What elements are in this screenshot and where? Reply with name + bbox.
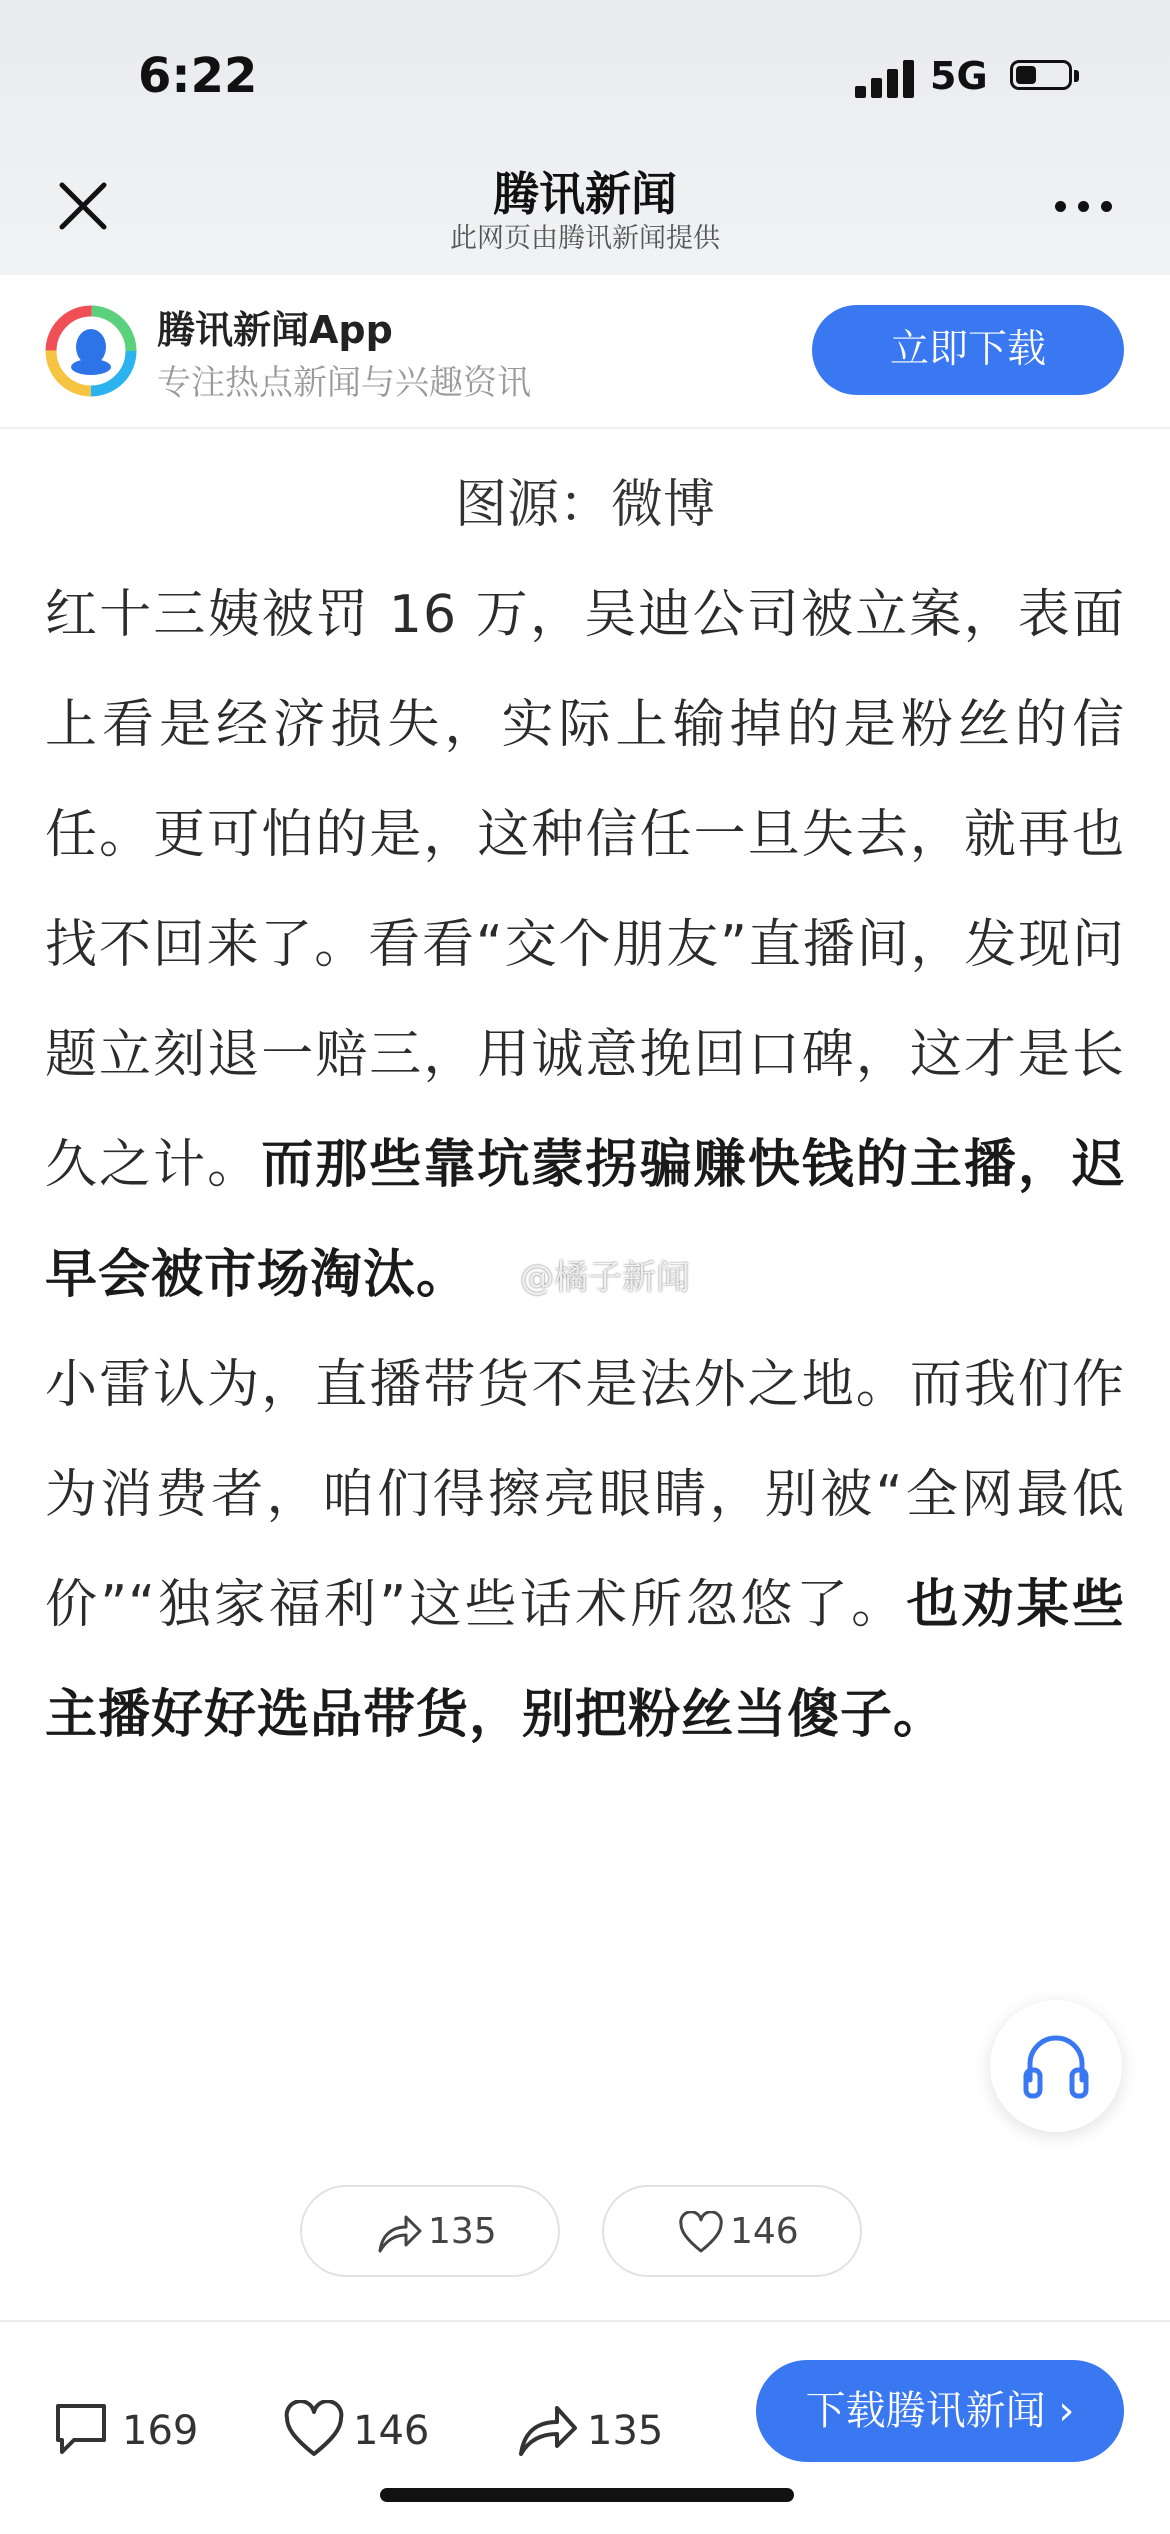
paragraph-text: 红十三姨被罚 16 万，吴迪公司被立案，表面上看是经济损失，实际上输掉的是粉丝的信任。更可怕的是，这种信任一旦失去，就再也找不回来了。看看“交个朋友”直播间，发现问题立刻退一赔三，用诚意挽回口碑，这才是长久之计。 [45, 585, 1125, 1195]
status-time: 6:22 [138, 48, 258, 104]
like-button[interactable] [283, 2400, 433, 2460]
like-count: 146 [730, 2211, 799, 2252]
page-subtitle: 此网页由腾讯新闻提供 [450, 223, 720, 254]
battery-icon [1010, 60, 1082, 94]
share-icon [376, 2211, 422, 2255]
weibo-watermark: @橘子新闻 [520, 1258, 690, 1298]
comment-icon [52, 2400, 110, 2458]
share-count: 135 [428, 2211, 497, 2252]
article-body [45, 560, 1125, 1770]
like-pill-button[interactable] [602, 2185, 862, 2277]
listen-button[interactable] [990, 2000, 1122, 2132]
download-app-button[interactable]: 下载腾讯新闻 › [756, 2360, 1124, 2462]
signal-icon [855, 58, 915, 98]
headphones-icon [990, 2000, 1122, 2132]
more-button[interactable] [1055, 197, 1115, 217]
download-now-button[interactable]: 立即下载 [812, 305, 1124, 395]
app-name: 腾讯新闻App [157, 308, 393, 352]
network-type: 5G [930, 54, 988, 98]
article-paragraph [45, 560, 1125, 1330]
share-pill-button[interactable] [300, 2185, 560, 2277]
comment-count: 169 [122, 2408, 199, 2454]
paragraph-text: 小雷认为，直播带货不是法外之地。而我们作为消费者，咱们得擦亮眼睛，别被“全网最低价”“独家福利”这些话术所忽悠了。 [45, 1355, 1125, 1635]
paragraph-bold-text: 而那些靠坑蒙拐骗赚快钱的主播，迟早会被市场淘汰。 [45, 1135, 1125, 1305]
share-button[interactable] [517, 2400, 667, 2460]
heart-icon [283, 2400, 345, 2458]
share-icon [517, 2400, 579, 2458]
app-download-banner [0, 275, 1170, 429]
page-title: 腾讯新闻 [493, 167, 677, 221]
bottom-share-count: 135 [587, 2408, 664, 2454]
image-caption: 图源：微博 [454, 475, 715, 535]
bottom-like-count: 146 [353, 2408, 430, 2454]
top-bar [0, 0, 1170, 275]
comment-button[interactable] [52, 2400, 202, 2460]
home-indicator [380, 2488, 794, 2502]
tencent-news-logo-icon [45, 305, 137, 397]
paragraph-bold-text: 也劝某些主播好好选品带货，别把粉丝当傻子。 [45, 1575, 1125, 1745]
heart-icon [678, 2211, 724, 2255]
article-paragraph [45, 1330, 1125, 1770]
app-slogan: 专注热点新闻与兴趣资讯 [157, 363, 531, 403]
